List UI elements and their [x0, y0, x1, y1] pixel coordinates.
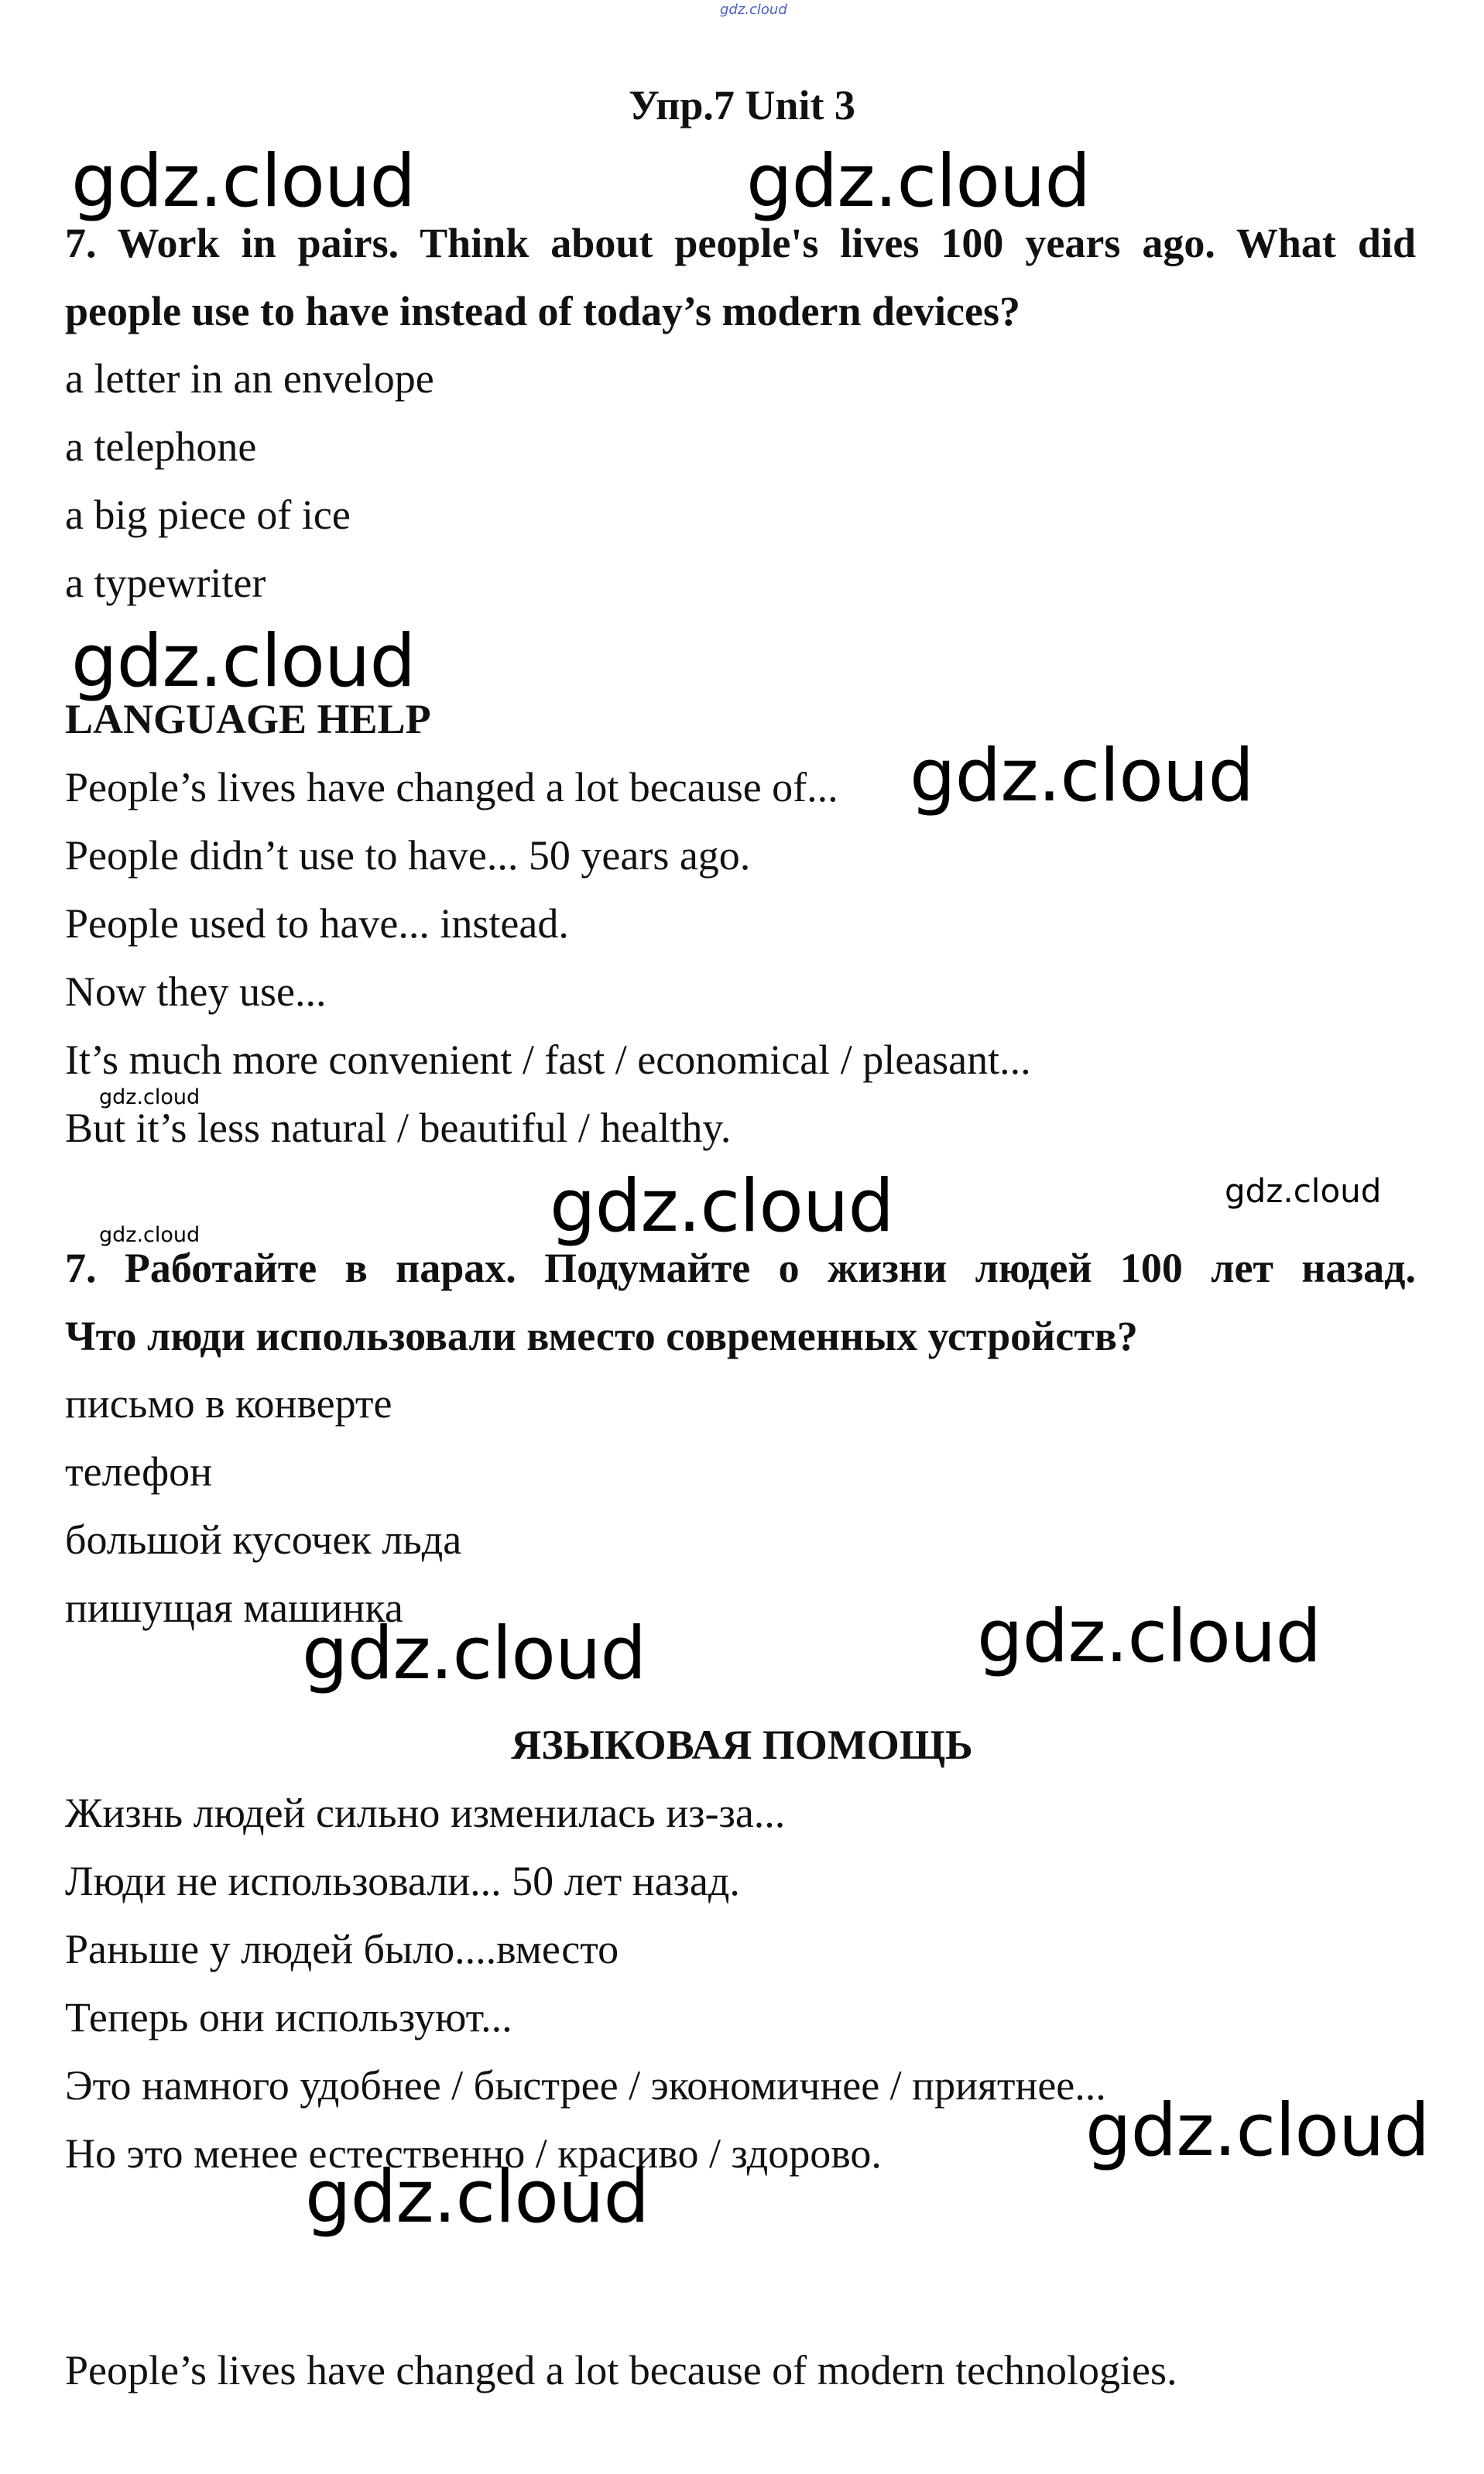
top-watermark: gdz.cloud: [720, 2, 787, 18]
help-line: People’s lives have changed a lot because of...: [65, 764, 838, 810]
list-item: a telephone: [65, 423, 257, 470]
list-item: a letter in an envelope: [65, 355, 434, 402]
watermark: gdz.cloud: [99, 1223, 200, 1247]
watermark: gdz.cloud: [302, 1612, 646, 1696]
list-item: a big piece of ice: [65, 492, 351, 538]
list-item: большой кусочек льда: [65, 1516, 462, 1563]
task-heading-ru-line1: 7. Работайте в парах. Подумайте о жизни людей 100 лет назад.: [65, 1245, 1416, 1291]
help-line: Теперь они используют...: [65, 1994, 512, 2041]
answer-text: People’s lives have changed a lot because of modern technologies.: [65, 2347, 1177, 2393]
help-line: Но это менее естественно / красиво / здорово.: [65, 2130, 882, 2177]
watermark: gdz.cloud: [71, 619, 416, 704]
help-line: Это намного удобнее / быстрее / экономичнее / приятнее...: [65, 2062, 1106, 2109]
help-line: People used to have... instead.: [65, 900, 569, 947]
list-item: телефон: [65, 1448, 213, 1495]
list-item: письмо в конверте: [65, 1380, 392, 1427]
watermark: gdz.cloud: [550, 1164, 894, 1249]
help-line: Жизнь людей сильно изменилась из-за...: [65, 1790, 786, 1836]
list-item: a typewriter: [65, 560, 266, 606]
task-heading-ru-line2: Что люди использовали вместо современных устройств?: [65, 1313, 1138, 1359]
watermark: gdz.cloud: [1225, 1172, 1382, 1210]
list-item: пишущая машинка: [65, 1585, 403, 1631]
help-line: Люди не использовали... 50 лет назад.: [65, 1858, 740, 1904]
watermark: gdz.cloud: [977, 1595, 1321, 1679]
help-line: It’s much more convenient / fast / economical / pleasant...: [65, 1037, 1031, 1083]
watermark: gdz.cloud: [746, 139, 1091, 224]
page-title: Упр.7 Unit 3: [629, 82, 855, 128]
help-line: Now they use...: [65, 968, 327, 1015]
help-line: But it’s less natural / beautiful / healthy.: [65, 1105, 732, 1151]
task-heading-en-line1: 7. Work in pairs. Think about people's lives 100 years ago. What did: [65, 220, 1416, 266]
watermark: gdz.cloud: [71, 139, 416, 224]
language-help-heading: LANGUAGE HELP: [65, 696, 431, 742]
watermark: gdz.cloud: [99, 1085, 200, 1109]
task-heading-en-line2: people use to have instead of today’s modern devices?: [65, 288, 1020, 334]
watermark: gdz.cloud: [305, 2155, 649, 2239]
help-line: Раньше у людей было....вместо: [65, 1926, 619, 1972]
watermark: gdz.cloud: [1085, 2089, 1430, 2173]
language-help-heading-ru: ЯЗЫКОВАЯ ПОМОЩЬ: [511, 1722, 973, 1768]
help-line: People didn’t use to have... 50 years ago.: [65, 832, 751, 879]
watermark: gdz.cloud: [910, 734, 1254, 818]
